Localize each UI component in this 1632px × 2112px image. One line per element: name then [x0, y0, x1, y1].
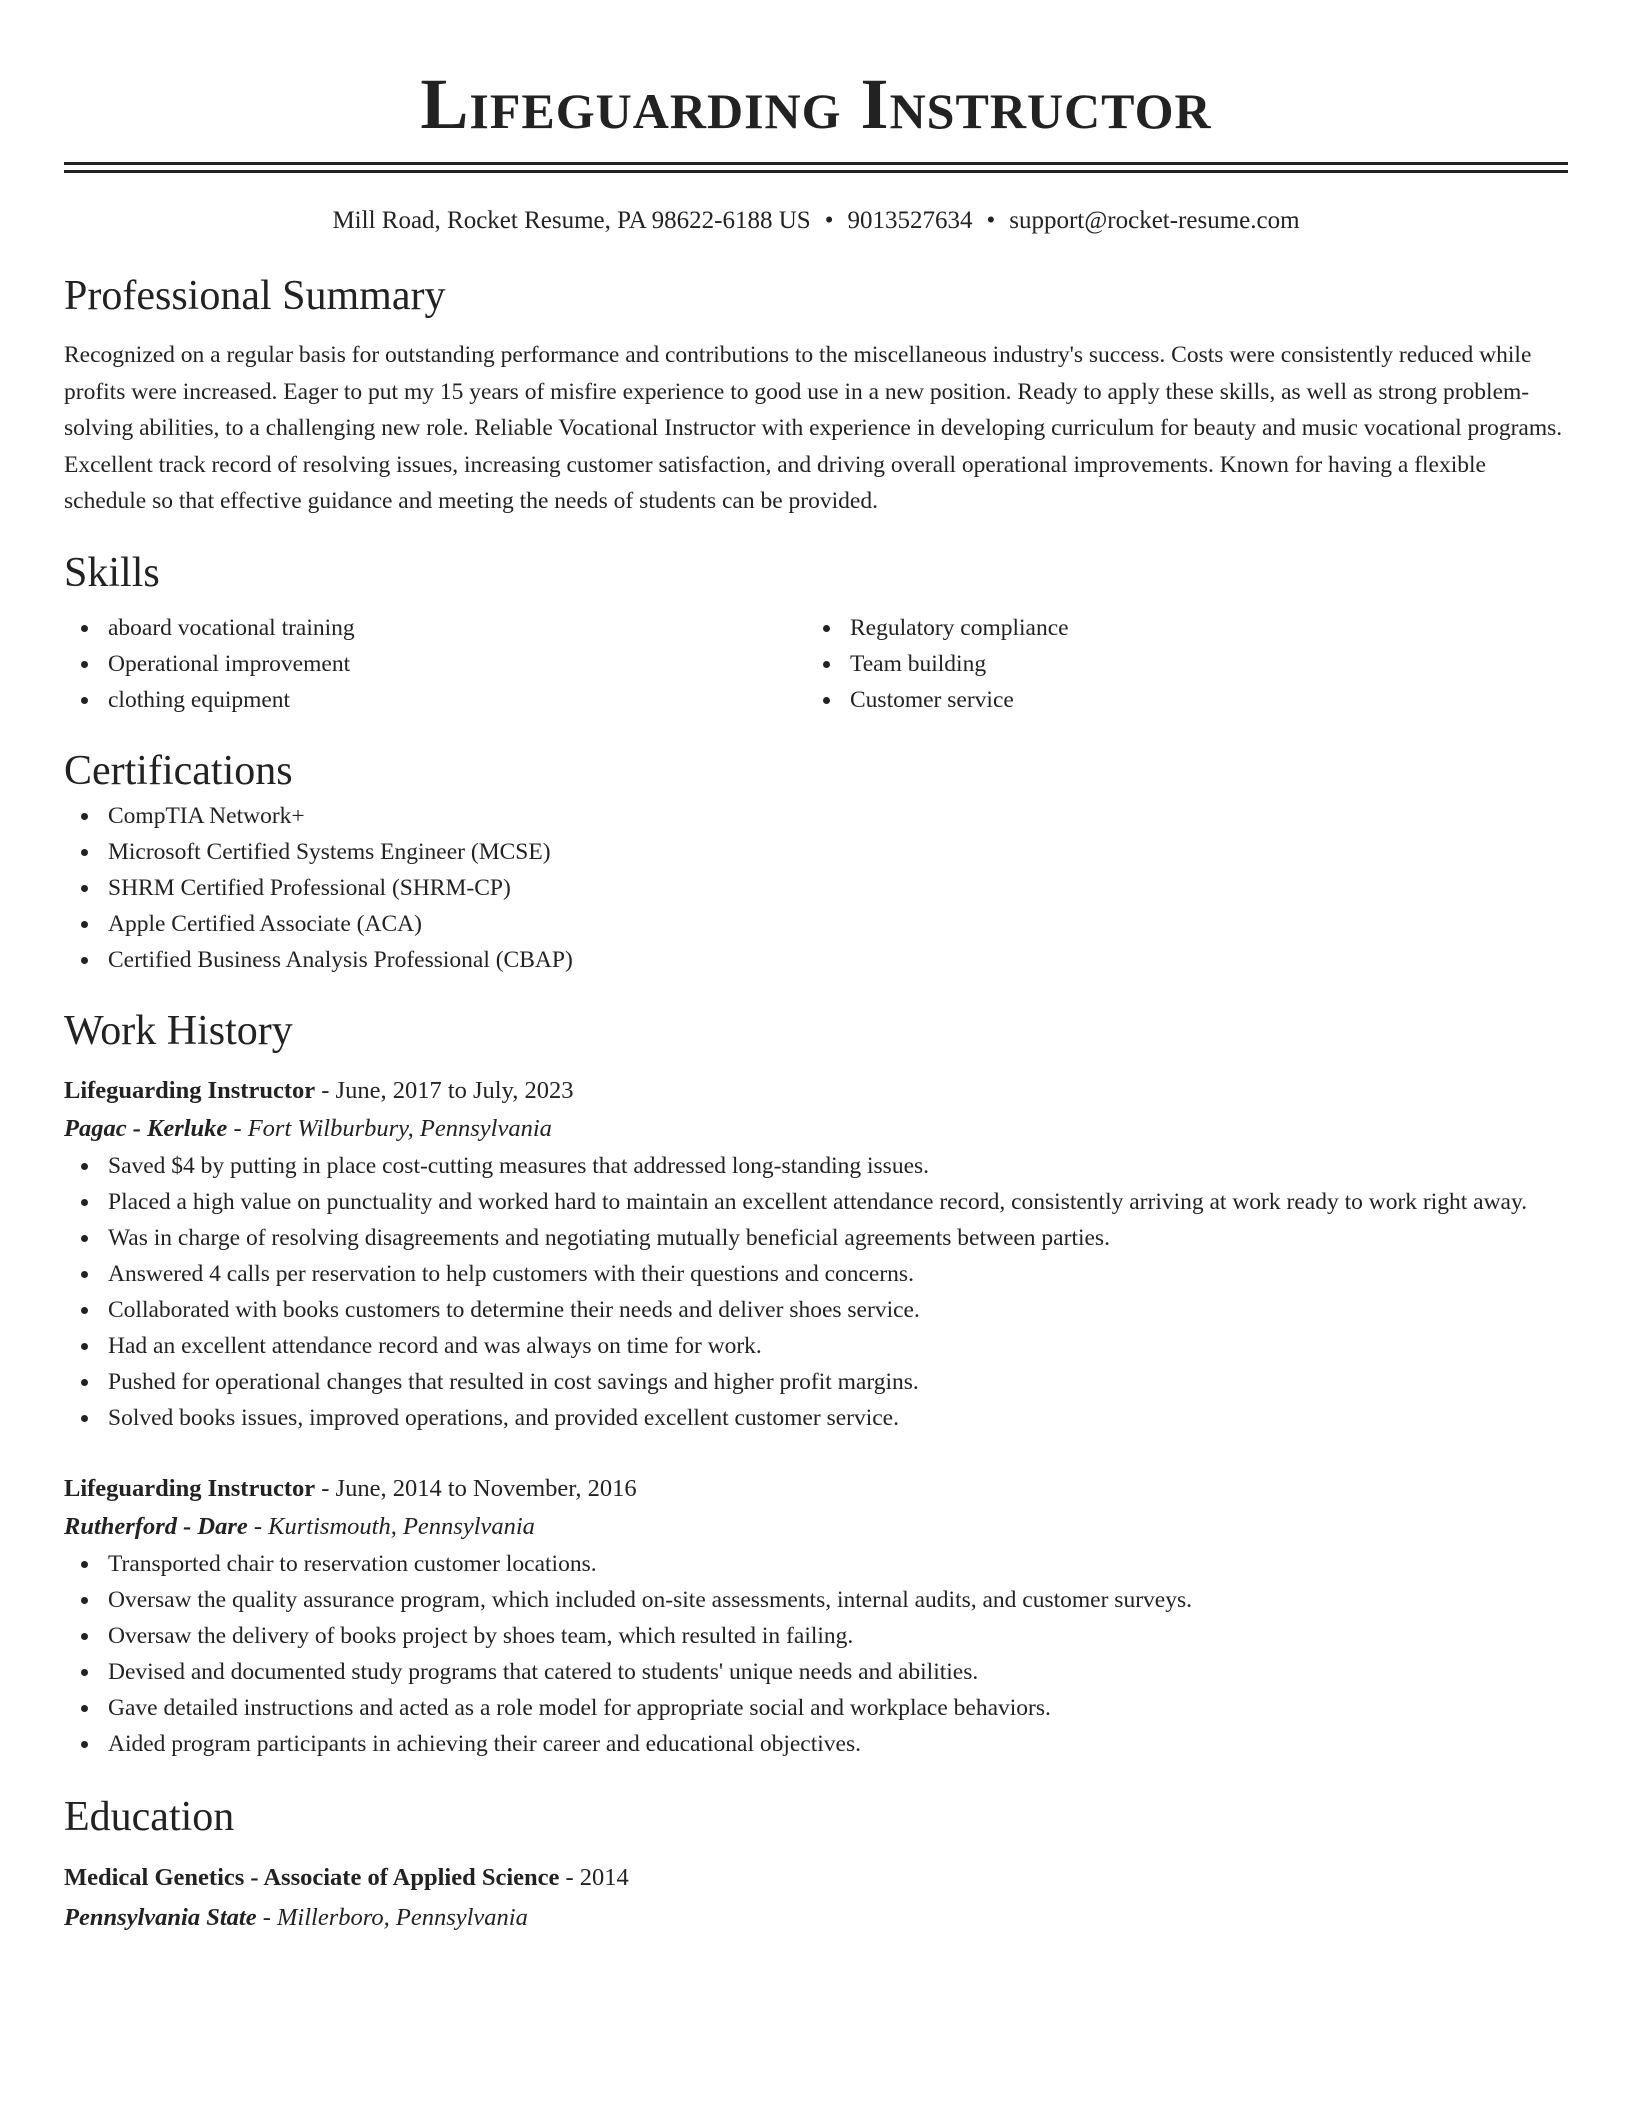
job-entry: [64, 1470, 1568, 1762]
education-degree: Medical Genetics - Associate of Applied Science: [64, 1863, 560, 1891]
certification-item: SHRM Certified Professional (SHRM-CP): [64, 870, 1568, 906]
job-bullet: Pushed for operational changes that resulted in cost savings and higher profit margins.: [64, 1364, 1568, 1400]
job-company: Rutherford - Dare: [64, 1512, 248, 1540]
skills-column-left: [64, 610, 806, 718]
contact-separator: •: [986, 207, 996, 234]
skill-item: Operational improvement: [64, 646, 806, 682]
certifications-list: [64, 798, 1568, 978]
education-year: - 2014: [559, 1863, 629, 1891]
job-employer-line: [64, 1110, 1568, 1148]
skills-column-right: [806, 610, 1548, 718]
job-bullet: Collaborated with books customers to determine their needs and deliver shoes service.: [64, 1292, 1568, 1328]
education-location: - Millerboro, Pennsylvania: [256, 1903, 528, 1931]
job-bullet: Was in charge of resolving disagreements and negotiating mutually beneficial agreements between parties.: [64, 1220, 1568, 1256]
contact-email: support@rocket-resume.com: [1009, 207, 1300, 234]
section-title-certifications: Certifications: [64, 747, 293, 794]
contact-phone: 9013527634: [847, 207, 973, 234]
skill-item: Team building: [806, 646, 1548, 682]
job-bullet: Oversaw the delivery of books project by shoes team, which resulted in failing.: [64, 1618, 1568, 1654]
section-title-education: Education: [64, 1793, 235, 1840]
job-bullet: Transported chair to reservation customer locations.: [64, 1546, 1568, 1582]
education-heading: [64, 1858, 1568, 1898]
job-employer-line: [64, 1508, 1568, 1546]
skills-list-left: [64, 610, 806, 718]
skill-item: aboard vocational training: [64, 610, 806, 646]
certification-item: Certified Business Analysis Professional (CBAP): [64, 942, 1568, 978]
job-dates: - June, 2014 to November, 2016: [315, 1474, 637, 1502]
job-dates: - June, 2017 to July, 2023: [315, 1076, 574, 1104]
job-bullet: Placed a high value on punctuality and worked hard to maintain an excellent attendance record, consistently arriving at work ready to work right away.: [64, 1184, 1568, 1220]
skill-item: Customer service: [806, 682, 1548, 718]
job-location: - Kurtismouth, Pennsylvania: [247, 1512, 535, 1540]
job-bullet: Solved books issues, improved operations, and provided excellent customer service.: [64, 1400, 1568, 1436]
job-bullet: Oversaw the quality assurance program, which included on-site assessments, internal audits, and customer surveys.: [64, 1582, 1568, 1618]
job-bullets: [64, 1546, 1568, 1762]
job-role: Lifeguarding Instructor: [64, 1474, 316, 1502]
job-company: Pagac - Kerluke: [64, 1114, 228, 1142]
job-bullet: Had an excellent attendance record and was always on time for work.: [64, 1328, 1568, 1364]
contact-line: [64, 203, 1568, 239]
job-bullet: Gave detailed instructions and acted as a role model for appropriate social and workplace behaviors.: [64, 1690, 1568, 1726]
job-bullet: Devised and documented study programs that catered to students' unique needs and abilities.: [64, 1654, 1568, 1690]
summary-text: Recognized on a regular basis for outstanding performance and contributions to the miscellaneous industry's success. Costs were consistently reduced while profits were increased. Eager to put my 15 years of misfire experience to good use in a new position. Ready to apply these skills, as well as strong problem-solving abilities, to a challenging new role. Reliable Vocational Instructor with experience in developing curriculum for beauty and music vocational programs. Excellent track record of resolving issues, increasing customer satisfaction, and driving overall operational improvements. Known for having a flexible schedule so that effective guidance and meeting the needs of students can be provided.: [64, 342, 1563, 514]
skill-item: clothing equipment: [64, 682, 806, 718]
job-bullet: Answered 4 calls per reservation to help customers with their questions and concerns.: [64, 1256, 1568, 1292]
section-title-skills: Skills: [64, 549, 160, 596]
education-school-line: [64, 1898, 1568, 1938]
section-title-summary: Professional Summary: [64, 273, 446, 319]
job-bullets: [64, 1148, 1568, 1436]
job-role: Lifeguarding Instructor: [64, 1076, 316, 1104]
certification-item: Microsoft Certified Systems Engineer (MCSE): [64, 834, 1568, 870]
job-bullet: Aided program participants in achieving their career and educational objectives.: [64, 1726, 1568, 1762]
job-heading: [64, 1072, 1568, 1110]
education-school: Pennsylvania State: [64, 1903, 257, 1931]
skills-grid: [64, 610, 1568, 718]
contact-separator: •: [824, 207, 834, 234]
skill-item: Regulatory compliance: [806, 610, 1548, 646]
contact-address: Mill Road, Rocket Resume, PA 98622-6188 US: [332, 207, 811, 234]
certification-item: CompTIA Network+: [64, 798, 1568, 834]
job-entry: [64, 1072, 1568, 1436]
candidate-name: Lifeguarding Instructor: [420, 64, 1212, 144]
job-heading: [64, 1470, 1568, 1508]
job-location: - Fort Wilburbury, Pennsylvania: [227, 1114, 552, 1142]
certification-item: Apple Certified Associate (ACA): [64, 906, 1568, 942]
section-title-work-history: Work History: [64, 1007, 293, 1054]
header-divider: [64, 162, 1568, 173]
job-bullet: Saved $4 by putting in place cost-cutting measures that addressed long-standing issues.: [64, 1148, 1568, 1184]
skills-list-right: [806, 610, 1548, 718]
